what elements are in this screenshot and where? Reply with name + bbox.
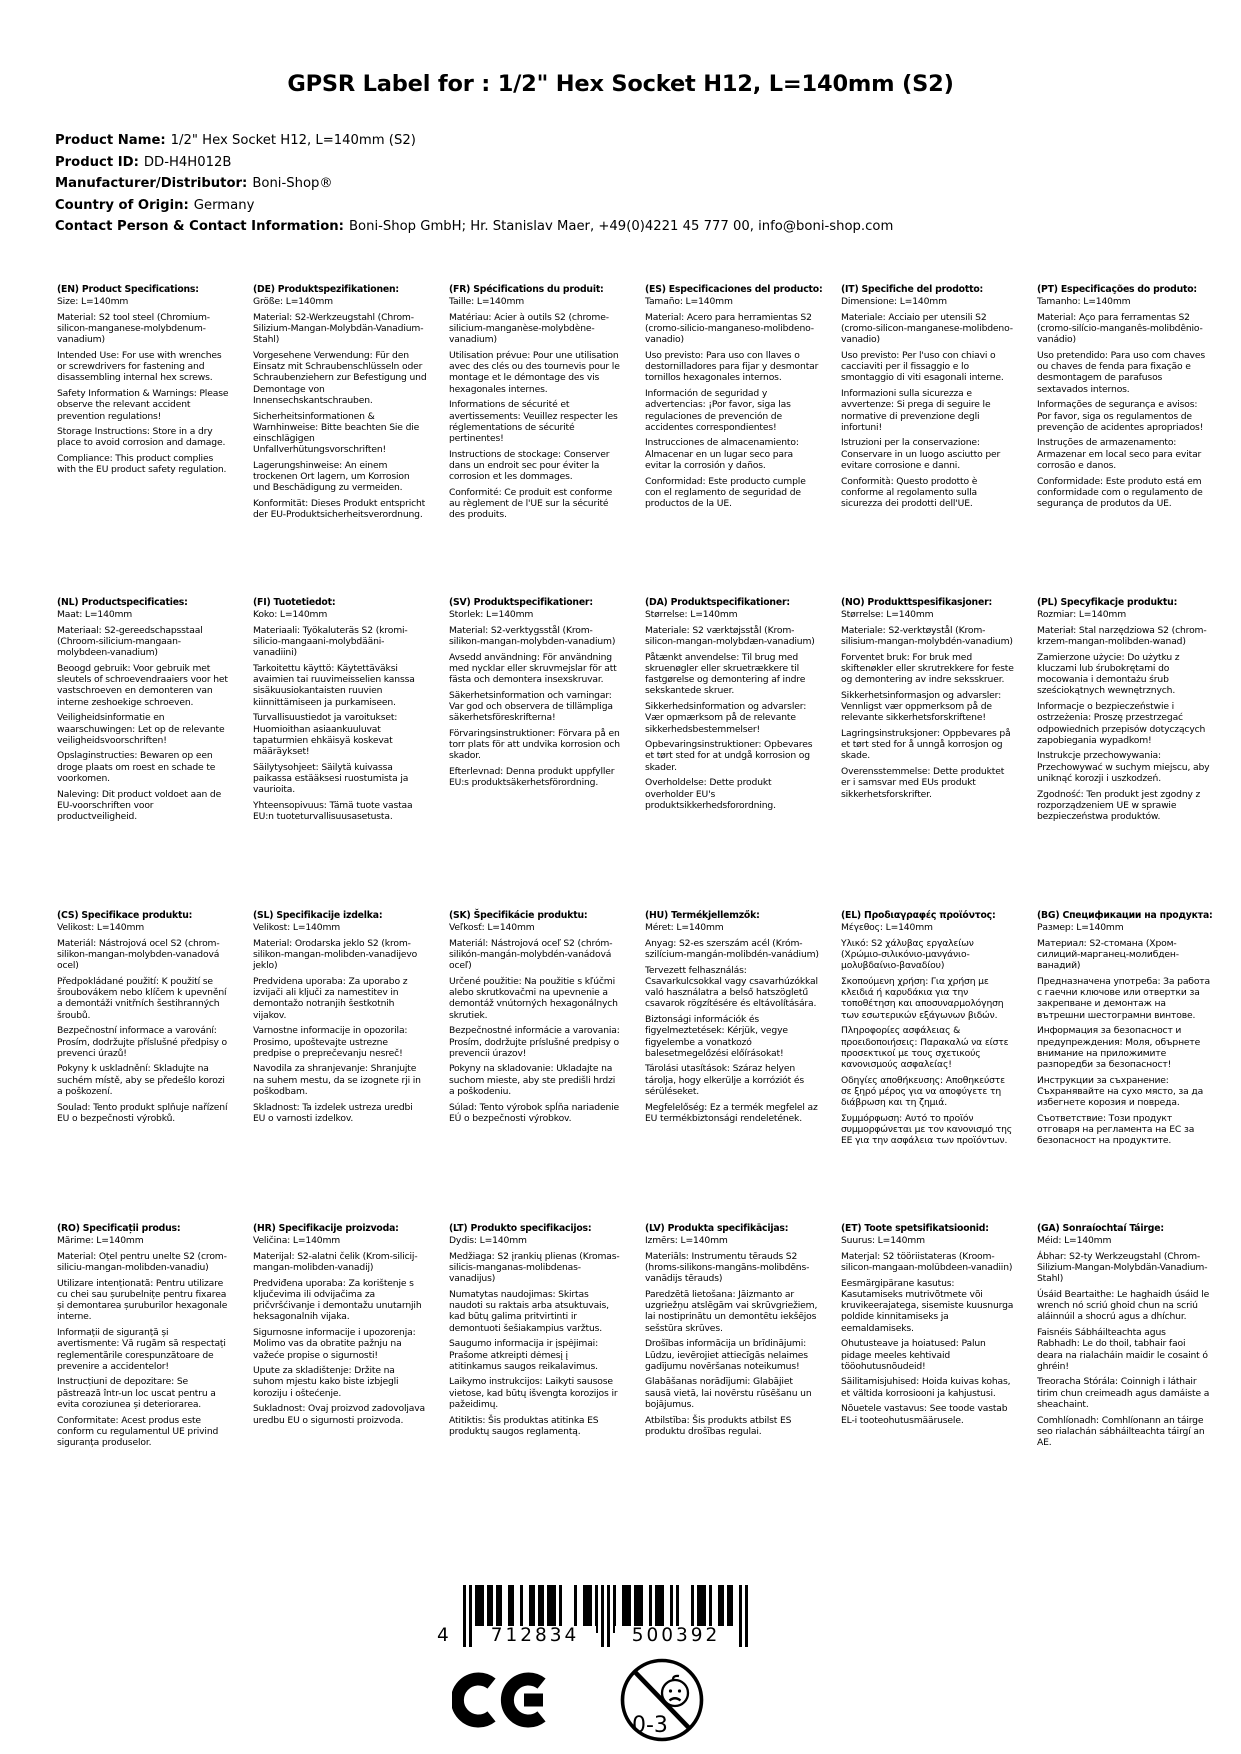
block-paragraph: Konformität: Dieses Produkt entspricht der EU-Produktsicherheitsverordnung. — [253, 498, 426, 521]
barcode-prefix-digit: 4 — [437, 1625, 449, 1646]
block-paragraph: Koko: L=140mm — [253, 609, 328, 621]
block-body — [253, 609, 427, 822]
block-paragraph: Material: S2-Werkzeugstahl (Chrom-Silizium-Mangan-Molybdän-Vanadium-Stahl) — [253, 311, 424, 346]
block-paragraph: Forventet bruk: For bruk med skiftenøkler eller skrutrekkere for feste og demontering av indre seksskruer. — [841, 651, 1014, 686]
product-info-value: Germany — [193, 197, 255, 213]
block-paragraph: Uso previsto: Para uso con llaves o destornilladores para fijar y desmontar tornillos hexagonales internos. — [645, 349, 819, 384]
block-paragraph: Zamierzone użycie: Do użytku z kluczami lub śrubokrętami do mocowania i demontażu śrub sześciokątnych wewnętrznych. — [1037, 651, 1180, 697]
product-info-label: Manufacturer/Distributor: — [55, 176, 248, 192]
block-paragraph: Nõuetele vastavus: See toode vastab EL-i tooteohutusmäärusele. — [841, 1403, 1008, 1426]
block-paragraph: Συμμόρφωση: Αυτό το προϊόν συμμορφώνεται με τον κανονισμό της ΕΕ για την ασφάλεια των προϊόντων. — [841, 1112, 1013, 1147]
block-body — [57, 296, 231, 476]
block-paragraph: Méret: L=140mm — [645, 922, 724, 934]
block-paragraph: Materiał: Stal narzędziowa S2 (chrom-krzem-mangan-molibden-wanad) — [1037, 624, 1207, 648]
block-paragraph: Dydis: L=140mm — [449, 1235, 527, 1247]
age-warning-0-3-icon — [618, 1656, 706, 1744]
block-body — [449, 296, 623, 520]
block-heading: (FI) Tuotetiedot: — [253, 597, 336, 608]
block-paragraph: Bezpečnostné informácie a varovania: Prosím, dodržujte príslušné predpisy o prevencii úrazov! — [449, 1025, 620, 1059]
language-block — [841, 1223, 1015, 1536]
block-paragraph: Avsedd användning: För användning med nycklar eller skruvmejslar för att fästa och demontera insexskruvar. — [449, 651, 617, 686]
block-paragraph: Glabāšanas norādījumi: Glabājiet sausā vietā, lai novērstu rūsēšanu un bojājumus. — [645, 1376, 812, 1410]
block-paragraph: Инструкции за съхранение: Съхранявайте на сухо място, за да избегнете корозия и повреда. — [1037, 1074, 1204, 1109]
block-paragraph: Størrelse: L=140mm — [841, 609, 934, 621]
block-paragraph: Yhteensopivuus: Tämä tuote vastaa EU:n tuoteturvallisuusasetusta. — [253, 799, 413, 823]
block-paragraph: Materiale: Acciaio per utensili S2 (cromo-silicon-manganese-molibdeno-vanadio) — [841, 311, 1013, 346]
block-paragraph: Beoogd gebruik: Voor gebruik met sleutels of schroevendraaiers voor het vastschroeven en demonteren van interne zeshoekige schroeven. — [57, 662, 228, 708]
block-heading: (FR) Spécifications du produit: — [449, 284, 604, 295]
block-paragraph: Soulad: Tento produkt splňuje nařízení EU o bezpečnosti výrobků. — [57, 1101, 228, 1124]
block-paragraph: Material: S2-verktygsstål (Krom-silikon-mangan-molybden-vanadium) — [449, 624, 616, 648]
language-block — [1037, 597, 1211, 910]
block-paragraph: Safety Information & Warnings: Please observe the relevant accident prevention regulations! — [57, 388, 229, 422]
product-info-label: Product ID: — [55, 154, 139, 170]
block-body — [645, 922, 819, 1124]
language-block — [1037, 1223, 1211, 1536]
block-paragraph: Numatytas naudojimas: Skirtas naudoti su raktais arba atsuktuvais, kad būtų galima pritvirtinti ir demontuoti šešiakampius varžtus. — [449, 1288, 609, 1334]
block-paragraph: Predvidena uporaba: Za uporabo z izvijači ali ključi za namestitev in demontažo notranjih šestkotnih vijakov. — [253, 975, 408, 1021]
product-info-block — [55, 130, 893, 238]
language-block — [449, 910, 623, 1223]
block-paragraph: Material: S2 tool steel (Chromium-silicon-manganese-molybdenum-vanadium) — [57, 311, 210, 346]
block-paragraph: Tervezett felhasználás: Csavarkulcsokkal vagy csavarhúzókkal való használatra a belső hatszögletű csavarok rögzítésére és eltávolítására. — [645, 964, 818, 1010]
block-heading: (NL) Productspecificaties: — [57, 597, 188, 608]
product-info-row — [55, 152, 893, 174]
block-paragraph: Säilitamisjuhised: Hoida kuivas kohas, et vältida korrosiooni ja kahjustusi. — [841, 1376, 1011, 1399]
block-paragraph: Tárolási utasítások: Száraz helyen tárolja, hogy elkerülje a korróziót és sérüléseket. — [645, 1063, 805, 1097]
block-paragraph: Materiale: S2-verktøystål (Krom-silisium-mangan-molybdén-vanadium) — [841, 624, 1013, 648]
language-block — [449, 597, 623, 910]
block-paragraph: Storlek: L=140mm — [449, 609, 534, 621]
product-info-value: Boni-Shop® — [252, 176, 333, 192]
page-title: GPSR Label for : 1/2" Hex Socket H12, L=140mm (S2) — [287, 71, 954, 98]
block-paragraph: Material: Oțel pentru unelte S2 (crom-siliciu-mangan-molibden-vanadiu) — [57, 1250, 227, 1274]
block-paragraph: Πληροφορίες ασφάλειας & προειδοποιήσεις: Παρακαλώ να είστε προσεκτικοί με τους σχετικούς κανονισμούς ασφαλείας! — [841, 1025, 1009, 1070]
language-block — [841, 284, 1015, 597]
product-info-row — [55, 173, 893, 195]
block-paragraph: Matériau: Acier à outils S2 (chrome-silicium-manganèse-molybdène-vanadium) — [449, 311, 609, 346]
block-body — [645, 609, 819, 811]
product-info-label: Country of Origin: — [55, 197, 189, 213]
block-paragraph: Opbevaringsinstruktioner: Opbevares et tørt sted for at undgå korrosion og skader. — [645, 739, 813, 773]
block-body — [57, 922, 231, 1124]
block-paragraph: Informazioni sulla sicurezza e avvertenze: Si prega di seguire le normative di prevenzione degli infortuni! — [841, 388, 991, 433]
block-paragraph: Anyag: S2-es szerszám acél (Króm-szilícium-mangán-molibdén-vanádium) — [645, 937, 819, 961]
block-paragraph: Pokyny na skladovanie: Ukladajte na suchom mieste, aby ste predišli hrdzi a poškodeniu. — [449, 1063, 616, 1097]
language-block — [57, 1223, 231, 1536]
block-paragraph: Size: L=140mm — [57, 296, 129, 308]
block-heading: (EN) Product Specifications: — [57, 284, 199, 295]
block-body — [253, 922, 427, 1124]
age-warning-label: 0-3 — [632, 1713, 668, 1738]
block-paragraph: Informacje o bezpieczeństwie i ostrzeżenia: Proszę przestrzegać odpowiednich przepisów dotyczących zapobiegania wypadkom! — [1037, 701, 1206, 746]
block-paragraph: Turvallisuustiedot ja varoitukset: Huomioithan asiaankuuluvat tapaturmien ehkäisyä koskevat määräykset! — [253, 712, 398, 757]
block-paragraph: Информация за безопасност и предупреждения: Моля, обърнете внимание на приложимите разпоредби за безопасност! — [1037, 1025, 1201, 1070]
block-body — [253, 1235, 427, 1426]
block-body — [449, 922, 623, 1124]
block-paragraph: Biztonsági információk és figyelmeztetések: Kérjük, vegye figyelembe a vonatkozó balesetmegelőzési előírásokat! — [645, 1014, 788, 1059]
block-paragraph: Sikkerhedsinformation og advarsler: Vær opmærksom på de relevante sikkerhedsbestemmelser! — [645, 701, 807, 735]
block-paragraph: Größe: L=140mm — [253, 296, 333, 308]
block-paragraph: Material: Aço para ferramentas S2 (cromo-silício-manganês-molibdênio-vanádio) — [1037, 311, 1203, 346]
block-heading: (BG) Спецификации на продукта: — [1037, 910, 1213, 921]
block-paragraph: Velikost: L=140mm — [253, 922, 341, 934]
barcode-right-digits: 500392 — [615, 1626, 737, 1646]
product-info-value: 1/2" Hex Socket H12, L=140mm (S2) — [170, 133, 416, 148]
block-body — [1037, 922, 1211, 1146]
block-paragraph: Suurus: L=140mm — [841, 1235, 925, 1247]
block-paragraph: Vorgesehene Verwendung: Für den Einsatz mit Schraubenschlüsseln oder Schraubenziehern zur Befestigung und Demontage von Innensechskantschrauben. — [253, 349, 427, 406]
block-paragraph: Sukladnost: Ovaj proizvod zadovoljava uredbu EU o sigurnosti proizvoda. — [253, 1403, 426, 1426]
block-paragraph: Υλικό: S2 χάλυβας εργαλείων (Χρώμιο-σιλικόνιο-μανγάνιο-μολυβδαίνιο-βαναδίου) — [841, 937, 974, 972]
block-paragraph: Treoracha Stórála: Coinnigh i láthair tirim chun creimeadh agus damáiste a sheachaint. — [1037, 1376, 1210, 1410]
block-paragraph: Veľkosť: L=140mm — [449, 922, 535, 934]
block-body — [841, 922, 1015, 1146]
block-heading: (SL) Specifikacije izdelka: — [253, 910, 383, 921]
block-paragraph: Naleving: Dit product voldoet aan de EU-voorschriften voor productveiligheid. — [57, 788, 222, 823]
block-paragraph: Opslaginstructies: Bewaren op een droge plaats om roest en schade te voorkomen. — [57, 750, 216, 784]
block-body — [57, 609, 231, 822]
product-info-row — [55, 130, 893, 152]
block-paragraph: Veličina: L=140mm — [253, 1235, 341, 1247]
block-paragraph: Rozmiar: L=140mm — [1037, 609, 1127, 621]
block-paragraph: Предназначена употреба: За работа с гаечни ключове или отвертки за закрепване и демонтаж на вътрешни шестограмни винтове. — [1037, 975, 1210, 1021]
language-block — [1037, 284, 1211, 597]
block-paragraph: Σκοπούμενη χρήση: Για χρήση με κλειδιά ή καρυδάκια για την τοποθέτηση και αποσυναρμολόγηση των εσωτερικών εξάγωνων βιδών. — [841, 975, 1004, 1021]
block-paragraph: Ohutusteave ja hoiatused: Palun pidage meeles kehtivaid tööohutusnõudeid! — [841, 1338, 986, 1372]
block-heading: (DE) Produktspezifikationen: — [253, 284, 399, 295]
block-heading: (GA) Sonraíochtaí Táirge: — [1037, 1223, 1164, 1234]
language-block — [253, 1223, 427, 1536]
block-paragraph: Ábhar: S2-ty Werkzeugstahl (Chrom-Silizium-Mangan-Molybdän-Vanadium-Stahl) — [1037, 1250, 1208, 1285]
block-paragraph: Conformità: Questo prodotto è conforme al regolamento sulla sicurezza dei prodotti dell'UE. — [841, 475, 978, 510]
product-info-value: DD-H4H012B — [143, 154, 232, 170]
language-block — [449, 284, 623, 597]
block-body — [841, 609, 1015, 800]
block-heading: (EL) Προδιαγραφές προϊόντος: — [841, 910, 996, 921]
block-paragraph: Størrelse: L=140mm — [645, 609, 738, 621]
barcode-left-digits: 712834 — [474, 1626, 596, 1646]
block-paragraph: Conformidade: Este produto está em conformidade com o regulamento de segurança de produtos da UE. — [1037, 475, 1203, 510]
block-paragraph: Instrukcje przechowywania: Przechowywać w suchym miejscu, aby uniknąć korozji i uszkodzeń. — [1037, 750, 1210, 784]
block-heading: (HR) Specifikacije proizvoda: — [253, 1223, 399, 1234]
block-paragraph: Skladnost: Ta izdelek ustreza uredbi EU o varnosti izdelkov. — [253, 1101, 413, 1124]
block-paragraph: Atbilstība: Šis produkts atbilst ES produktu drošības regulai. — [645, 1414, 792, 1437]
block-paragraph: Předpokládané použití: K použití se šroubovákem nebo klíčem k upevnění a demontáži vnitřních šestihranných šroubů. — [57, 975, 227, 1021]
block-paragraph: Materiál: Nástrojová ocel S2 (chrom-silikon-mangan-molybden-vanadová ocel) — [57, 937, 220, 972]
block-body — [645, 296, 819, 509]
block-paragraph: Utilisation prévue: Pour une utilisation avec des clés ou des tournevis pour le montage et le démontage des vis hexagonales internes. — [449, 349, 620, 395]
block-paragraph: Medžiaga: S2 įrankių plienas (Kromas-silicis-manganas-molibdenas-vanadijus) — [449, 1250, 620, 1285]
block-paragraph: Laikymo instrukcijos: Laikyti sausose vietose, kad būtų išvengta korozijos ir pažeidimų. — [449, 1376, 618, 1410]
block-paragraph: Lagringsinstruksjoner: Oppbevares på et tørt sted for å unngå korrosjon og skade. — [841, 728, 1011, 762]
block-body — [57, 1235, 231, 1448]
language-block — [253, 284, 427, 597]
block-paragraph: Material: Orodarska jeklo S2 (krom-silikon-mangan-molibden-vanadijevo jeklo) — [253, 937, 418, 972]
ce-mark-icon — [452, 1664, 556, 1736]
block-body — [1037, 609, 1211, 822]
block-paragraph: Taille: L=140mm — [449, 296, 525, 308]
block-paragraph: Varnostne informacije in opozorila: Prosimo, upoštevajte ustrezne predpise o preprečevanju nesreč! — [253, 1025, 408, 1059]
block-paragraph: Úsáid Beartaithe: Le haghaidh úsáid le wrench nó scriú ghoid chun na scriú aláinnúil a shocrú agus a dhíchur. — [1037, 1288, 1210, 1323]
language-block — [841, 597, 1015, 910]
block-paragraph: Atitiktis: Šis produktas atitinka ES produktų saugos reglamentą. — [449, 1414, 599, 1437]
block-heading: (ET) Toote spetsifikatsioonid: — [841, 1223, 989, 1234]
block-paragraph: Efterlevnad: Denna produkt uppfyller EU:s produktsäkerhetsförordning. — [449, 766, 615, 789]
block-heading: (LT) Produkto specifikacijos: — [449, 1223, 592, 1234]
block-paragraph: Sicherheitsinformationen & Warnhinweise: Bitte beachten Sie die einschlägigen Unfallverhütungsvorschriften! — [253, 410, 420, 456]
language-block — [57, 284, 231, 597]
block-paragraph: Eesmärgipärane kasutus: Kasutamiseks mutrivõtmete või kruvikeerajatega, sisemiste kuusnurga poldide kinnitamiseks ja eemaldamiseks. — [841, 1277, 1014, 1334]
block-body — [841, 296, 1015, 509]
block-heading: (CS) Specifikace produktu: — [57, 910, 193, 921]
block-paragraph: Storage Instructions: Store in a dry place to avoid corrosion and damage. — [57, 426, 226, 449]
block-paragraph: Conformitate: Acest produs este conform cu regulamentul UE privind siguranța produselor. — [57, 1414, 219, 1449]
block-paragraph: Navodila za shranjevanje: Shranjujte na suhem mestu, da se izognete rji in poškodbam. — [253, 1063, 421, 1097]
block-paragraph: Materijal: S2-alatni čelik (Krom-silicij-mangan-molibden-vanadij) — [253, 1250, 418, 1274]
block-paragraph: Zgodność: Ten produkt jest zgodny z rozporządzeniem UE w sprawie bezpieczeństwa produktów. — [1037, 788, 1201, 823]
block-paragraph: Conformité: Ce produit est conforme au règlement de l'UE sur la sécurité des produits. — [449, 486, 613, 521]
block-paragraph: Saugumo informacija ir įspėjimai: Prašome atkreipti dėmesį į atitinkamus saugos reikalavimus. — [449, 1338, 599, 1372]
language-block — [253, 910, 427, 1223]
block-paragraph: Съответствие: Този продукт отговаря на регламента на ЕС за безопасност на продуктите. — [1037, 1112, 1195, 1147]
block-paragraph: Maat: L=140mm — [57, 609, 133, 621]
block-paragraph: Påtænkt anvendelse: Til brug med skruenøgler eller skruetrækkere til fastgørelse og demontering af indre sekskantede skruer. — [645, 651, 806, 697]
language-block — [645, 597, 819, 910]
language-block — [645, 910, 819, 1223]
language-block — [1037, 910, 1211, 1223]
block-paragraph: Lagerungshinweise: An einem trockenen Ort lagern, um Korrosion und Beschädigung zu vermeiden. — [253, 459, 410, 494]
block-paragraph: Informations de sécurité et avertissements: Veuillez respecter les réglementations de sécurité pertinentes! — [449, 399, 618, 444]
block-paragraph: Overensstemmelse: Dette produktet er i samsvar med EUs produkt sikkerhetsforskrifter. — [841, 766, 1005, 800]
language-block — [449, 1223, 623, 1536]
block-paragraph: Instrucțiuni de depozitare: Se păstrează într-un loc uscat pentru a evita coroziunea și deteriorarea. — [57, 1376, 216, 1410]
block-paragraph: Materiál: Nástrojová oceľ S2 (chróm-silikón-mangán-molybdén-vanádová oceľ) — [449, 937, 613, 972]
block-paragraph: Určené použitie: Na použitie s kľúčmi alebo skrutkovačmi na upevnenie a demontáž vnútorných hexagonálnych skrutiek. — [449, 975, 618, 1021]
block-paragraph: Informações de segurança e avisos: Por favor, siga os regulamentos de prevenção de acidentes apropriados! — [1037, 399, 1204, 433]
block-paragraph: Istruzioni per la conservazione: Conservare in un luogo asciutto per evitare corrosione e danni. — [841, 437, 1001, 471]
product-info-row — [55, 195, 893, 217]
block-body — [253, 296, 427, 520]
block-heading: (NO) Produkttspesifikasjoner: — [841, 597, 992, 608]
block-heading: (DA) Produktspecifikationer: — [645, 597, 790, 608]
block-paragraph: Materiaali: Työkaluteräs S2 (kromi-silicio-mangaani-molybdääni-vanadiini) — [253, 624, 408, 659]
language-block — [57, 597, 231, 910]
block-paragraph: Megfelelőség: Ez a termék megfelel az EU termékbiztonsági rendeletének. — [645, 1101, 818, 1124]
block-paragraph: Materiāls: Instrumentu tērauds S2 (hroms-silikons-mangāns-molibdēns-vanādijs tērauds) — [645, 1250, 810, 1285]
block-body — [1037, 1235, 1211, 1448]
block-paragraph: Pokyny k uskladnění: Skladujte na suchém místě, aby se předešlo korozi a poškození. — [57, 1063, 225, 1097]
block-heading: (RO) Specificații produs: — [57, 1223, 181, 1234]
block-body — [645, 1235, 819, 1437]
block-paragraph: Información de seguridad y advertencias: ¡Por favor, siga las regulaciones de prevención de accidentes correspondientes! — [645, 388, 791, 433]
block-paragraph: Compliance: This product complies with the EU product safety regulation. — [57, 453, 227, 476]
block-paragraph: Säilytysohjeet: Säilytä kuivassa paikassa estääksesi ruostumista ja vaurioita. — [253, 761, 409, 796]
block-paragraph: Materiale: S2 værktøjsstål (Krom-silicon-mangan-molybdæn-vanadium) — [645, 624, 815, 648]
block-paragraph: Material: Acero para herramientas S2 (cromo-silicio-manganeso-molibdeno-vanadio) — [645, 311, 814, 346]
product-info-label: Contact Person & Contact Information: — [55, 219, 344, 235]
block-paragraph: Instrucciones de almacenamiento: Almacenar en un lugar seco para evitar la corrosión y daños. — [645, 437, 799, 471]
block-paragraph: Sigurnosne informacije i upozorenja: Molimo vas da obratite pažnju na važeće propise o sigurnosti! — [253, 1327, 416, 1361]
block-paragraph: Förvaringsinstruktioner: Förvara på en torr plats för att undvika korrosion och skador. — [449, 728, 620, 762]
product-info-value: Boni-Shop GmbH; Hr. Stanislav Maer, +49(0)4221 45 777 00, info@boni-shop.com — [348, 219, 894, 235]
block-paragraph: Säkerhetsinformation och varningar: Var god och observera de tillämpliga säkerhetsföreskrifterna! — [449, 689, 613, 724]
block-body — [1037, 296, 1211, 509]
block-paragraph: Materjal: S2 tööriistateras (Kroom-silicon-mangaan-molübdeen-vanadiin) — [841, 1250, 1013, 1274]
block-paragraph: Paredzētā lietošana: Jāizmanto ar uzgriežņu atslēgām vai skrūvgriežiem, lai nostiprinātu un demontētu iekšējos sešstūra skrūves. — [645, 1288, 818, 1334]
language-block — [253, 597, 427, 910]
block-heading: (PL) Specyfikacje produktu: — [1037, 597, 1178, 608]
block-paragraph: Uso previsto: Per l'uso con chiavi o cacciaviti per il fissaggio e lo smontaggio di viti esagonali interne. — [841, 349, 1004, 384]
block-heading: (SV) Produktspecifikationer: — [449, 597, 593, 608]
block-heading: (PT) Especificações do produto: — [1037, 284, 1197, 295]
language-block — [645, 1223, 819, 1536]
block-paragraph: Tarkoitettu käyttö: Käytettäväksi avaimien tai ruuvimeisselien kanssa sisäkuusiokantaisten ruuvien kiinnittämiseen ja purkamiseen. — [253, 662, 415, 708]
block-paragraph: Méid: L=140mm — [1037, 1235, 1112, 1247]
block-paragraph: Conformidad: Este producto cumple con el reglamento de seguridad de productos de la UE. — [645, 475, 806, 510]
block-paragraph: Súlad: Tento výrobok spĺňa nariadenie EÚ o bezpečnosti výrobkov. — [449, 1101, 620, 1124]
block-paragraph: Veiligheidsinformatie en waarschuwingen: Let op de relevante veiligheidsvoorschriften! — [57, 712, 225, 746]
block-heading: (SK) Špecifikácie produktu: — [449, 910, 588, 921]
block-paragraph: Tamaño: L=140mm — [645, 296, 733, 308]
block-paragraph: Οδηγίες αποθήκευσης: Αποθηκεύστε σε ξηρό μέρος για να αποφύγετε τη διάβρωση και τη ζημιά. — [841, 1074, 1006, 1109]
block-paragraph: Uso pretendido: Para uso com chaves ou chaves de fenda para fixação e desmontagem de parafusos sextavados internos. — [1037, 349, 1205, 395]
block-paragraph: Informații de siguranță și avertismente: Vă rugăm să respectați reglementările corespunzătoare de prevenire a accidentelor! — [57, 1327, 226, 1372]
language-block — [841, 910, 1015, 1223]
block-paragraph: Upute za skladištenje: Držite na suhom mjestu kako biste izbjegli koroziju i oštećenje. — [253, 1365, 399, 1399]
block-paragraph: Dimensione: L=140mm — [841, 296, 947, 308]
product-info-row — [55, 216, 893, 238]
block-paragraph: Μέγεθος: L=140mm — [841, 922, 933, 934]
block-paragraph: Utilizare intenționată: Pentru utilizare cu chei sau șurubelnițe pentru fixarea și demontarea șuruburilor hexagonale interne. — [57, 1277, 228, 1323]
block-paragraph: Predviđena uporaba: Za korištenje s ključevima ili odvijačima za pričvršćivanje i demontažu unutarnjih heksagonalnih vijaka. — [253, 1277, 422, 1323]
language-blocks-grid — [57, 284, 1217, 1536]
block-paragraph: Faisnéis Sábháilteachta agus Rabhadh: Le do thoil, tabhair faoi deara na rialacháin maidir le cosaint ó ghréin! — [1037, 1327, 1208, 1372]
block-heading: (LV) Produkta specifikācijas: — [645, 1223, 789, 1234]
block-body — [841, 1235, 1015, 1426]
block-paragraph: Материал: S2-стомана (Хром-силиций-марганец-молибден-ванадий) — [1037, 937, 1179, 972]
language-block — [57, 910, 231, 1223]
language-block — [645, 284, 823, 597]
block-paragraph: Размер: L=140mm — [1037, 922, 1124, 934]
block-heading: (HU) Termékjellemzők: — [645, 910, 760, 921]
block-paragraph: Materiaal: S2-gereedschapsstaal (Chroom-silicium-mangaan-molybdeen-vanadium) — [57, 624, 203, 659]
block-paragraph: Bezpečnostní informace a varování: Prosím, dodržujte příslušné předpisy o prevenci úrazů! — [57, 1025, 227, 1059]
block-paragraph: Comhlíonadh: Comhlíonann an táirge seo rialachán sábháilteachta táirgí an AE. — [1037, 1414, 1205, 1449]
block-body — [449, 609, 623, 789]
block-paragraph: Intended Use: For use with wrenches or screwdrivers for fastening and disassembling internal hex screws. — [57, 349, 222, 384]
block-paragraph: Sikkerhetsinformasjon og advarsler: Vennligst vær oppmerksom på de relevante sikkerhetsforskriftene! — [841, 689, 1002, 724]
block-paragraph: Instructions de stockage: Conserver dans un endroit sec pour éviter la corrosion et les dommages. — [449, 448, 610, 483]
block-paragraph: Overholdelse: Dette produkt overholder EU's produktsikkerhedsforordning. — [645, 777, 776, 811]
block-body — [449, 1235, 623, 1437]
block-paragraph: Tamanho: L=140mm — [1037, 296, 1131, 308]
block-paragraph: Izmērs: L=140mm — [645, 1235, 728, 1247]
block-paragraph: Velikost: L=140mm — [57, 922, 145, 934]
block-heading: (ES) Especificaciones del producto: — [645, 284, 823, 295]
block-paragraph: Instruções de armazenamento: Armazenar em local seco para evitar corrosão e danos. — [1037, 437, 1202, 471]
product-info-label: Product Name: — [55, 133, 166, 148]
ean13-barcode — [433, 1585, 753, 1651]
block-paragraph: Mărime: L=140mm — [57, 1235, 144, 1247]
block-heading: (IT) Specifiche del prodotto: — [841, 284, 984, 295]
block-paragraph: Drošības informācija un brīdinājumi: Lūdzu, ievērojiet attiecīgās nelaimes gadījumu novēršanas noteikumus! — [645, 1338, 808, 1372]
